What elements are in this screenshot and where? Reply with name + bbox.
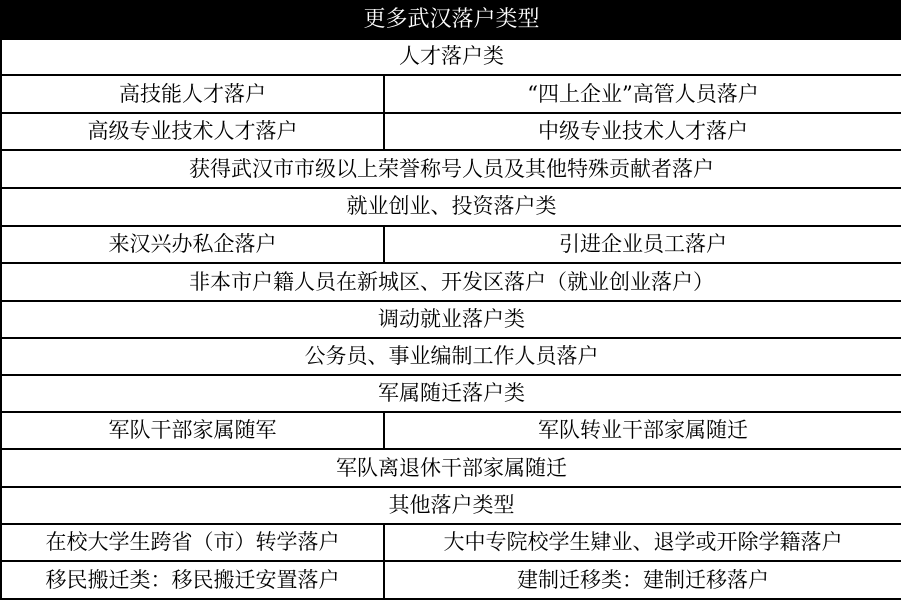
table-row: [1, 150, 901, 188]
section-heading-row: [1, 487, 901, 524]
table-cell: 获得武汉市市级以上荣誉称号人员及其他特殊贡献者落户: [1, 150, 901, 188]
table-cell: 公务员、事业编制工作人员落户: [1, 338, 901, 376]
table-cell: 来汉兴办私企落户: [1, 226, 384, 264]
table-title-row: [1, 1, 901, 39]
section-heading-talent: 人才落户类: [1, 39, 901, 76]
table-row: [1, 524, 901, 562]
table-row: [1, 338, 901, 376]
table-row: [1, 449, 901, 487]
section-heading-row: [1, 39, 901, 76]
table-cell: 大中专院校学生肄业、退学或开除学籍落户: [384, 524, 901, 562]
section-heading-other: 其他落户类型: [1, 487, 901, 524]
table-cell: 高技能人才落户: [1, 75, 384, 113]
table-row: [1, 75, 901, 113]
section-heading-employment: 就业创业、投资落户类: [1, 188, 901, 226]
table-cell: 军队干部家属随军: [1, 412, 384, 450]
table-row: [1, 113, 901, 151]
table-row: [1, 412, 901, 450]
table-cell: 中级专业技术人才落户: [384, 113, 901, 151]
table-row: [1, 561, 901, 599]
table-cell: 非本市户籍人员在新城区、开发区落户（就业创业落户）: [1, 263, 901, 301]
table-row: [1, 226, 901, 264]
table-cell: 移民搬迁类：移民搬迁安置落户: [1, 561, 384, 599]
section-heading-military: 军属随迁落户类: [1, 375, 901, 412]
section-heading-row: [1, 301, 901, 338]
table-cell: 建制迁移类：建制迁移落户: [384, 561, 901, 599]
table-cell: 军队转业干部家属随迁: [384, 412, 901, 450]
section-heading-transfer: 调动就业落户类: [1, 301, 901, 338]
table-title: 更多武汉落户类型: [1, 1, 901, 39]
table-cell: 军队离退休干部家属随迁: [1, 449, 901, 487]
section-heading-row: [1, 375, 901, 412]
table-cell: 高级专业技术人才落户: [1, 113, 384, 151]
table-cell: “四上企业”高管人员落户: [384, 75, 901, 113]
table-cell: 在校大学生跨省（市）转学落户: [1, 524, 384, 562]
section-heading-row: [1, 188, 901, 226]
table-cell: 引进企业员工落户: [384, 226, 901, 264]
table-row: [1, 263, 901, 301]
